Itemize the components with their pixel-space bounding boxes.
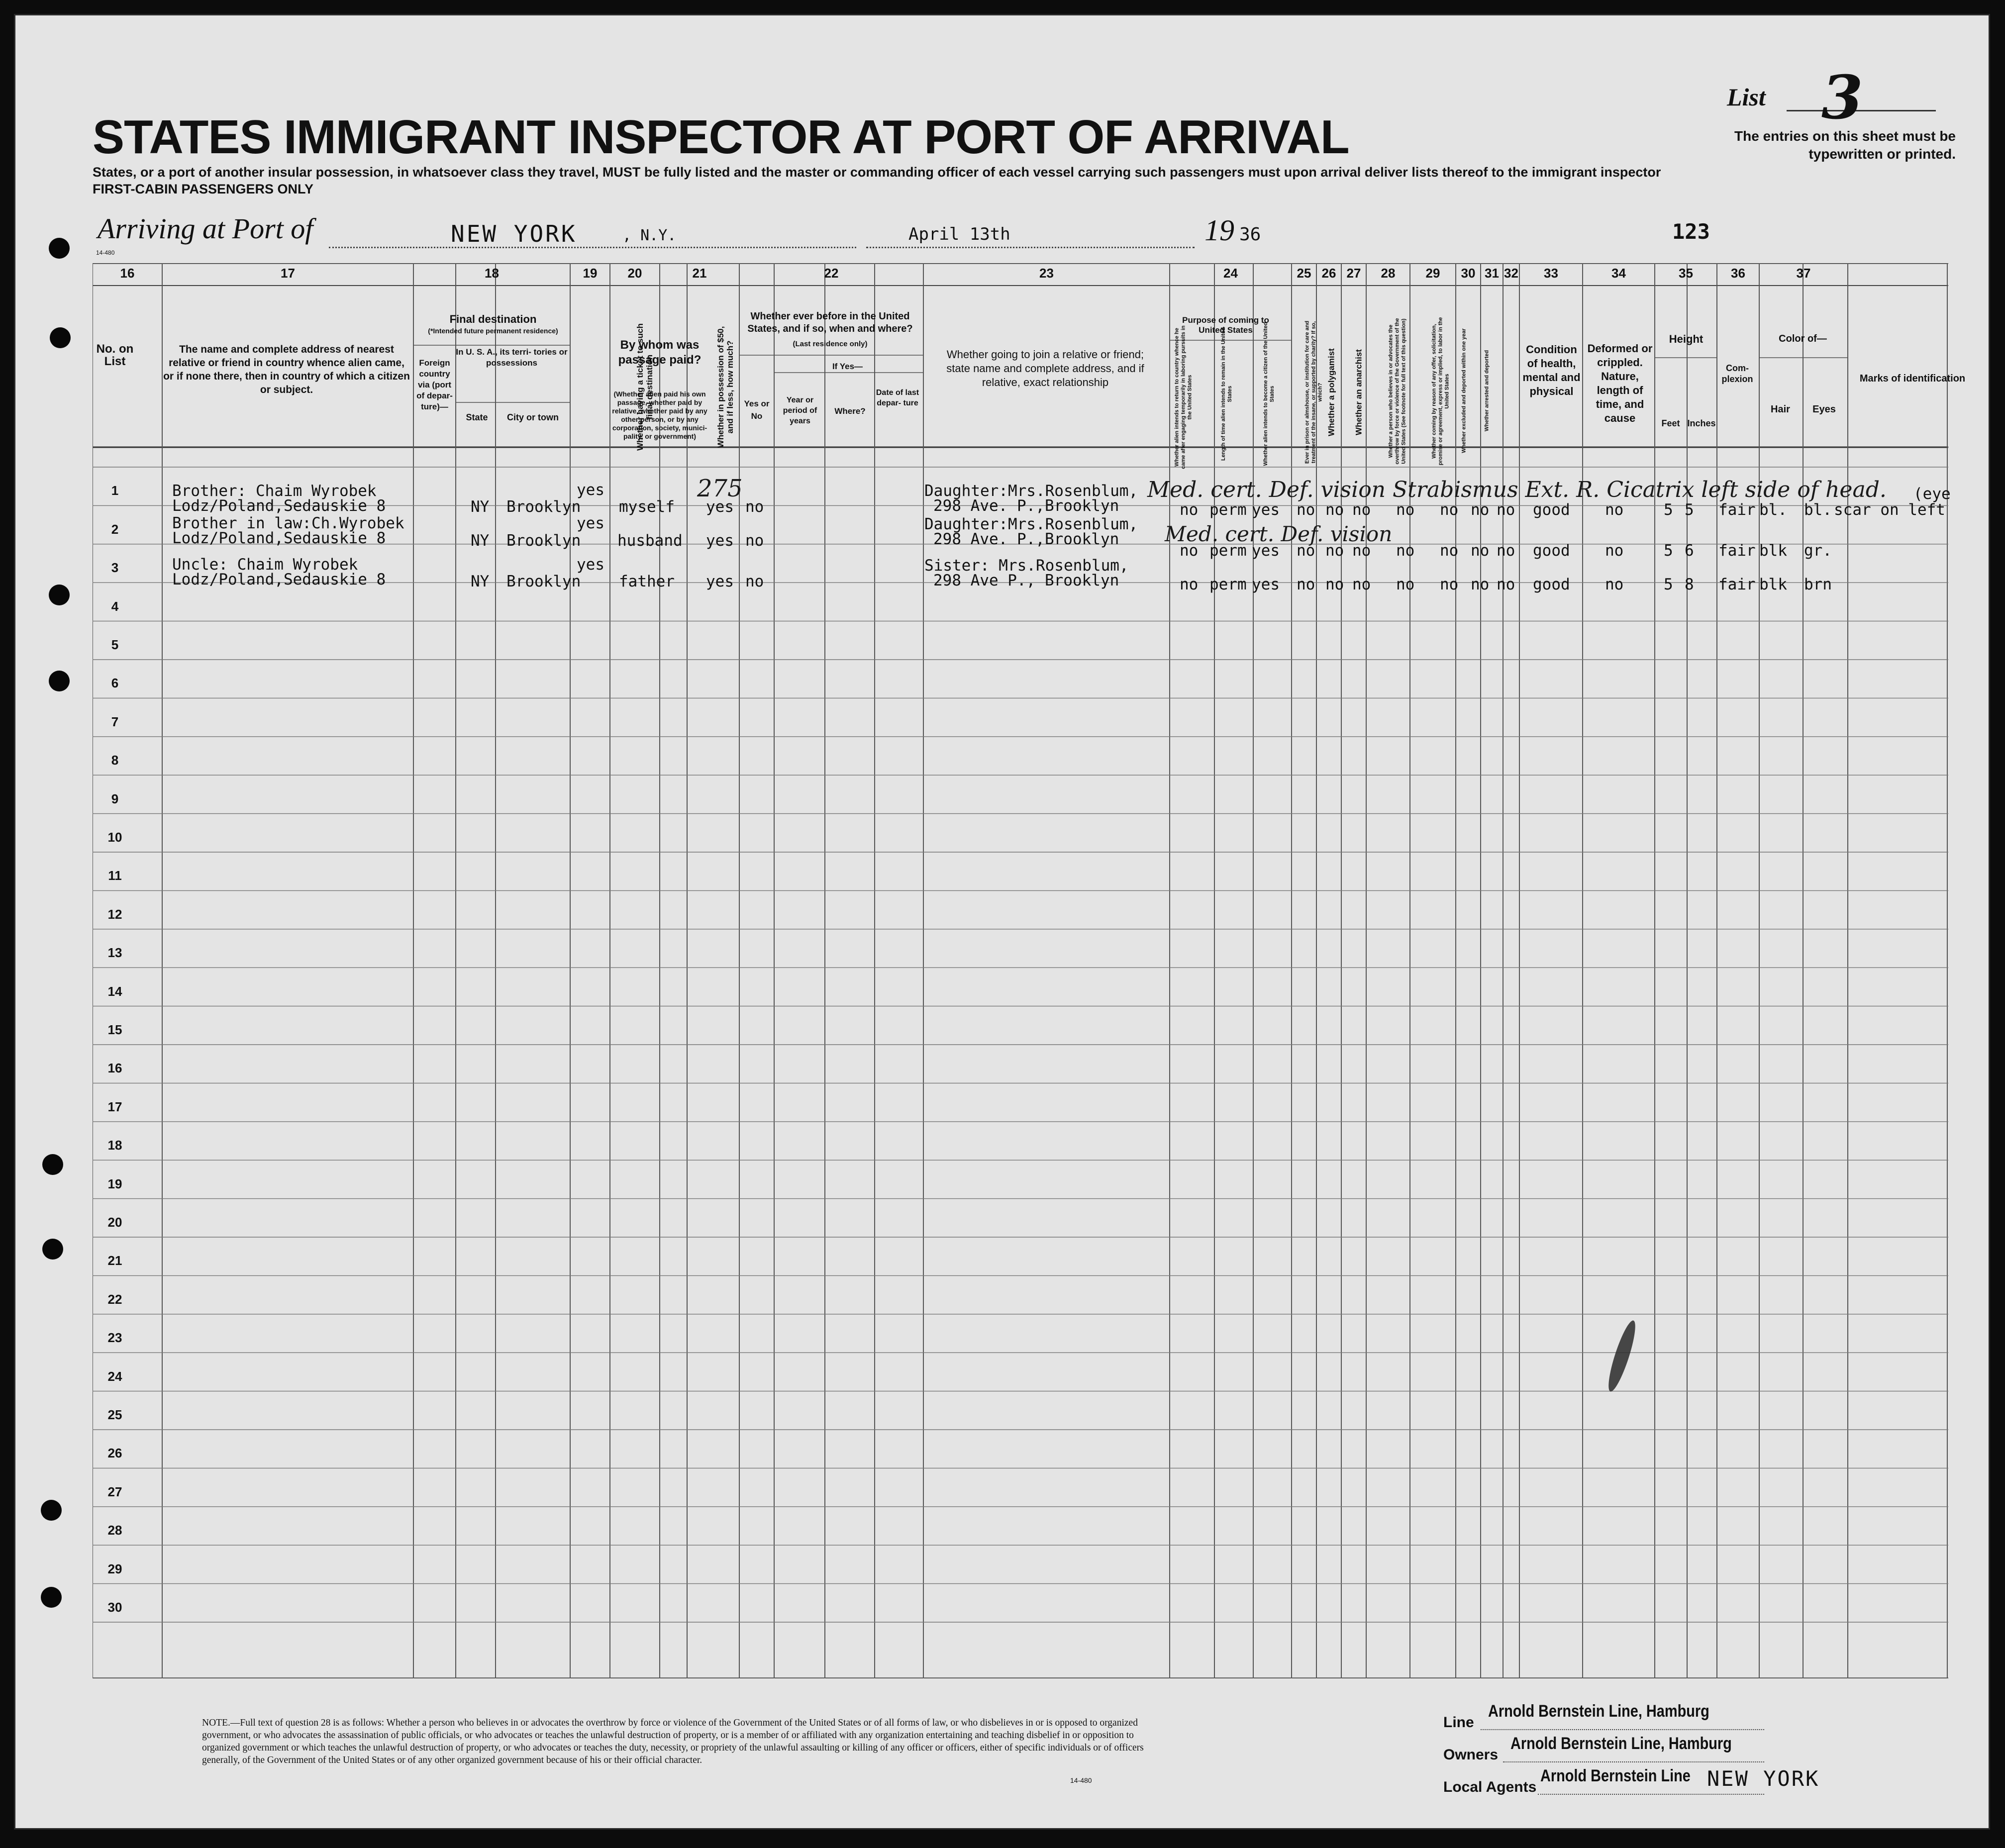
punch-hole [41,1500,62,1521]
row-number: 4 [111,598,119,614]
paid-by: myself [619,498,675,516]
join-line-1: Daughter:Mrs.Rosenblum, [924,482,1138,500]
complexion: fair [1718,576,1756,593]
q27: no [1352,501,1371,519]
join-line-1: Sister: Mrs.Rosenblum, [924,557,1129,575]
column-number: 34 [1611,266,1626,281]
row-number: 12 [107,906,122,922]
q28: no [1396,501,1415,519]
punch-hole [42,1154,63,1175]
column-number: 31 [1485,266,1499,281]
header-height: Height [1669,333,1704,345]
column-number: 29 [1425,266,1440,281]
column-number: 32 [1504,266,1518,281]
row-number: 10 [107,830,122,845]
deformed: no [1605,542,1624,560]
row-number: 18 [107,1138,122,1153]
ticket: yes [577,514,604,532]
column-number: 37 [1796,266,1811,281]
owners-dotted [1503,1761,1764,1762]
row-number: 25 [107,1407,122,1422]
header-by-whom-note: (Whether alien paid his own passage, whether paid by relative, whether paid by any other person, or by any corporation, society, munici- pality, or government) [612,390,707,440]
agents-label: Local Agents [1443,1779,1537,1795]
manifest-table [93,263,1966,1678]
punch-hole [49,238,70,259]
q30: no [1471,542,1490,560]
port-name: NEW YORK [451,220,577,247]
header-ever-before-note: (Last residence only) [793,340,868,348]
list-number: 3 [1821,63,1863,133]
header-inches: Inches [1687,418,1716,428]
header-q28: Whether a person who believes in or advocates the overthrow by force or violence of the Government of the United States (See footnote for full text of this question) [1388,318,1407,465]
agents-dotted [1538,1794,1764,1795]
row-number: 19 [107,1176,122,1191]
column-number: 26 [1321,266,1336,281]
relative-line-2: Lodz/Poland,Sedauskie 8 [172,497,386,515]
header-eyes: Eyes [1812,404,1836,415]
hair: blk [1759,542,1787,560]
eyes: gr. [1804,542,1832,560]
feet: 5 [1664,542,1673,560]
q28: no [1396,576,1415,593]
inches: 6 [1685,542,1694,560]
q24b: perm [1209,576,1247,593]
header-possession-50: Whether in possession of $50, and if less, how much? [716,326,735,448]
money: yes [706,532,734,550]
q25: no [1297,576,1315,593]
q24b: perm [1209,501,1247,519]
punch-hole [50,327,71,348]
table-grid-lines [93,263,1948,1678]
eyes: bl. [1804,501,1832,519]
header-state: State [466,412,488,422]
row-number: 2 [111,521,119,537]
complexion: fair [1718,501,1756,519]
q30: no [1471,576,1490,593]
q25: no [1297,501,1315,519]
header-q31: Whether arrested and deported [1484,350,1490,432]
row-number: 11 [108,868,122,883]
join-line-2: 298 Ave P., Brooklyn [933,572,1119,589]
row-number: 23 [107,1330,122,1346]
punch-hole [42,1239,63,1260]
q31: no [1497,501,1515,519]
form-code-top: 14-480 [96,249,115,256]
entries-note: The entries on this sheet must be typewritten or printed. [1734,128,1956,162]
agents-value: Arnold Bernstein Line [1540,1766,1691,1785]
arrival-date: April 13th [908,224,1010,244]
line-label: Line [1443,1714,1474,1731]
q31: no [1497,576,1515,593]
q24a: no [1180,542,1199,560]
hair: blk [1759,576,1787,593]
state: NY [471,498,490,516]
subtitle-line-1: States, or a port of another insular possession, in whatsoever class they travel, MUST be fully listed and the master or commanding officer of each vessel carrying such passengers must upon arrival deliver lists thereof to the immigrant inspector [93,165,1661,180]
year-suffix: 36 [1239,224,1261,245]
column-number: 27 [1346,266,1361,281]
header-ticket: Whether having a ticket to such final destination [635,323,654,451]
row-number: 9 [111,791,119,806]
row-number: 5 [111,637,119,652]
arriving-label: Arriving at Port of [98,212,313,245]
q26: no [1325,576,1344,593]
row-number: 28 [107,1523,122,1538]
header-polygamist: Whether a polygamist [1326,348,1336,436]
list-label: List [1727,83,1766,111]
header-q30: Whether excluded and deported within one year [1461,328,1467,453]
column-number: 33 [1544,266,1558,281]
punch-hole [41,1587,62,1608]
complexion: fair [1718,542,1756,560]
handwritten-row2-note: Med. cert. Def. vision [1165,522,1393,546]
subtitle-line-2: FIRST-CABIN PASSENGERS ONLY [93,182,314,196]
marks-continued: (eye [1913,485,1951,503]
header-purpose-a: Whether alien intends to return to country whence he came after engaging temporarily in laboring pursuits in the United States [1174,325,1193,469]
inches: 8 [1685,576,1694,593]
row-number: 22 [107,1291,122,1307]
header-complexion: Com- plexion [1721,363,1753,384]
q24a: no [1180,576,1199,593]
relative-line-1: Uncle: Chaim Wyrobek [172,556,358,574]
city: Brooklyn [506,532,581,550]
agents-city: NEW YORK [1707,1766,1820,1791]
date-dotted-line [866,247,1195,248]
ticket: yes [577,556,604,574]
column-number: 19 [583,266,598,281]
row-number: 21 [107,1253,122,1268]
header-city: City or town [507,412,559,422]
handwritten-row1-note: Med. cert. Def. vision Strabismus Ext. R. Cicatrix left side of head. [1147,477,1887,502]
feet: 5 [1664,576,1673,593]
marks: scar on left [1834,501,1945,519]
header-join-relative: Whether going to join a relative or friend; state name and complete address, and if relative, exact relationship [946,348,1144,389]
handwritten-amount: 275 [697,475,743,502]
header-purpose-c: Whether alien intends to become a citizen of the United States [1263,322,1275,466]
line-value: Arnold Bernstein Line, Hamburg [1488,1702,1709,1721]
q30: no [1471,501,1490,519]
header-nearest-relative: The name and complete address of nearest relative or friend in country whence alien came, or if none there, then in country of which a citizen or subject. [163,344,410,395]
header-where: Where? [834,406,866,416]
q26: no [1325,501,1344,519]
row-number: 7 [111,714,119,729]
feet: 5 [1664,501,1673,519]
header-final-destination: Final destination [449,313,537,325]
column-number: 35 [1679,266,1693,281]
owners-value: Arnold Bernstein Line, Hamburg [1510,1734,1732,1753]
column-number: 24 [1223,266,1238,281]
state: NY [471,573,490,590]
paid-by: father [619,573,675,590]
q27: no [1352,542,1371,560]
join-line-2: 298 Ave. P.,Brooklyn [933,530,1119,548]
q26: no [1325,542,1344,560]
inches: 5 [1685,501,1694,519]
relative-line-1: Brother in law:Ch.Wyrobek [172,514,404,532]
header-hair: Hair [1771,404,1790,415]
column-number: 18 [485,266,499,281]
row-number: 30 [107,1600,122,1615]
paid-by: husband [617,532,683,550]
column-number: 25 [1297,266,1311,281]
year-prefix: 19 [1204,214,1234,247]
q24a: no [1180,501,1199,519]
row-number: 29 [107,1561,122,1576]
q24c: yes [1252,576,1280,593]
header-condition: Condition of health, mental and physical [1522,343,1581,397]
header-feet: Feet [1661,418,1680,428]
header-prison: Ever in prison or almshouse, or institution for care and treatment of the insane, or supported by charity? If so, which? [1304,320,1323,464]
eyes: brn [1804,576,1832,593]
row-number: 6 [111,676,119,691]
column-number: 30 [1461,266,1476,281]
page-title: STATES IMMIGRANT INSPECTOR AT PORT OF ARRIVAL [93,110,1349,164]
money: yes [706,573,734,590]
row-number: 3 [111,560,119,576]
relative-line-2: Lodz/Poland,Sedauskie 8 [172,529,386,547]
column-number: 20 [627,266,642,281]
join-line-2: 298 Ave. P.,Brooklyn [933,497,1119,515]
q29: no [1440,501,1459,519]
q27: no [1352,576,1371,593]
row-number: 17 [107,1099,122,1114]
row-number: 20 [107,1215,122,1230]
header-no-on-list: No. on List [96,342,134,368]
hair: bl. [1759,501,1787,519]
ever-before: no [745,573,764,590]
relative-line-1: Brother: Chaim Wyrobek [172,482,377,500]
page-subtitle [93,164,1714,197]
column-number: 36 [1731,266,1745,281]
header-in-usa: In U. S. A., its terri- tories or possessions [456,347,568,368]
column-number: 16 [120,266,135,281]
header-purpose: Purpose of coming to United States [1182,315,1269,335]
owners-label: Owners [1443,1747,1499,1763]
ticket: yes [577,481,604,499]
city: Brooklyn [506,573,581,590]
header-year-period: Year or period of years [783,396,817,425]
header-final-destination-note: (*Intended future permanent residence) [428,327,558,335]
column-number: 28 [1381,266,1396,281]
page-number: 123 [1672,219,1710,244]
port-state: , N.Y. [622,227,677,244]
header-color-of: Color of— [1779,333,1827,344]
header-yes-or-no: Yes or No [744,399,770,421]
q25: no [1297,542,1315,560]
row-number: 27 [107,1484,122,1499]
deformed: no [1605,576,1624,593]
relative-line-2: Lodz/Poland,Sedauskie 8 [172,571,386,588]
header-anarchist: Whether an anarchist [1354,349,1364,435]
header-deformed: Deformed or crippled. Nature, length of time, and cause [1587,342,1653,424]
health: good [1533,542,1570,560]
header-if-yes: If Yes— [832,362,863,371]
row-number: 26 [107,1446,122,1461]
punch-hole [49,671,70,691]
city: Brooklyn [506,498,581,516]
q29: no [1440,542,1459,560]
health: good [1533,501,1570,519]
header-date-departure: Date of last depar- ture [876,389,919,407]
ever-before: no [745,532,764,550]
row-number: 13 [107,945,122,961]
q24b: perm [1209,542,1247,560]
q24c: yes [1252,501,1280,519]
q29: no [1440,576,1459,593]
q24c: yes [1252,542,1280,560]
header-q29: Whether coming by reason of any offer, solicitation, promise or agreement, express or implied, to labor in the United States [1431,317,1450,466]
row-number: 8 [111,753,119,768]
row-number: 1 [111,483,119,498]
column-number: 21 [692,266,707,281]
column-number: 23 [1039,266,1054,281]
column-number: 17 [281,266,295,281]
header-marks: Marks of identification [1859,373,1966,384]
footer-note: NOTE.—Full text of question 28 is as follows: Whether a person who believes in or advocates the overthrow by force or violence of the Government of the United States or of all forms of law, or who disbelieves in or is opposed to organized government, or who advocates the assassination of public officials, or who advocates or teaches the unlawful destruction of property, or is a member of or affiliated with any organization entertaining and teaching disbelief in or opposition to organized government or which teaches the unlawful destruction of property, or who advocates or teaches the duty, necessity, or propriety of the unlawful assaulting or killing of any officer or officers, either of specific individuals or of officers generally, of the Government of the United States or of any other organized government because of his or their official character. [202,1718,1144,1765]
header-purpose-b: Length of time alien intends to remain in the United States [1220,327,1233,461]
state: NY [471,532,490,550]
deformed: no [1605,501,1624,519]
header-ever-before: Whether ever before in the United States, and if so, when and where? [747,311,913,334]
column-number: 22 [824,266,839,281]
health: good [1533,576,1570,593]
header-by-whom: By whom was passage paid? [618,338,702,367]
ever-before: no [745,498,764,516]
row-number: 14 [107,983,122,999]
header-foreign-country: Foreign country via (port of depar- ture)— [416,358,453,411]
form-code: 14-480 [1070,1776,1092,1784]
money: yes [706,498,734,516]
manifest-sheet [14,14,1990,1830]
row-number: 16 [107,1061,122,1076]
port-dotted-line [329,247,856,248]
q31: no [1497,542,1515,560]
join-line-1: Daughter:Mrs.Rosenblum, [924,515,1138,533]
q28: no [1396,542,1415,560]
line-dotted [1481,1729,1764,1730]
punch-hole [49,584,70,605]
row-number: 24 [107,1368,122,1384]
row-number: 15 [107,1022,122,1037]
